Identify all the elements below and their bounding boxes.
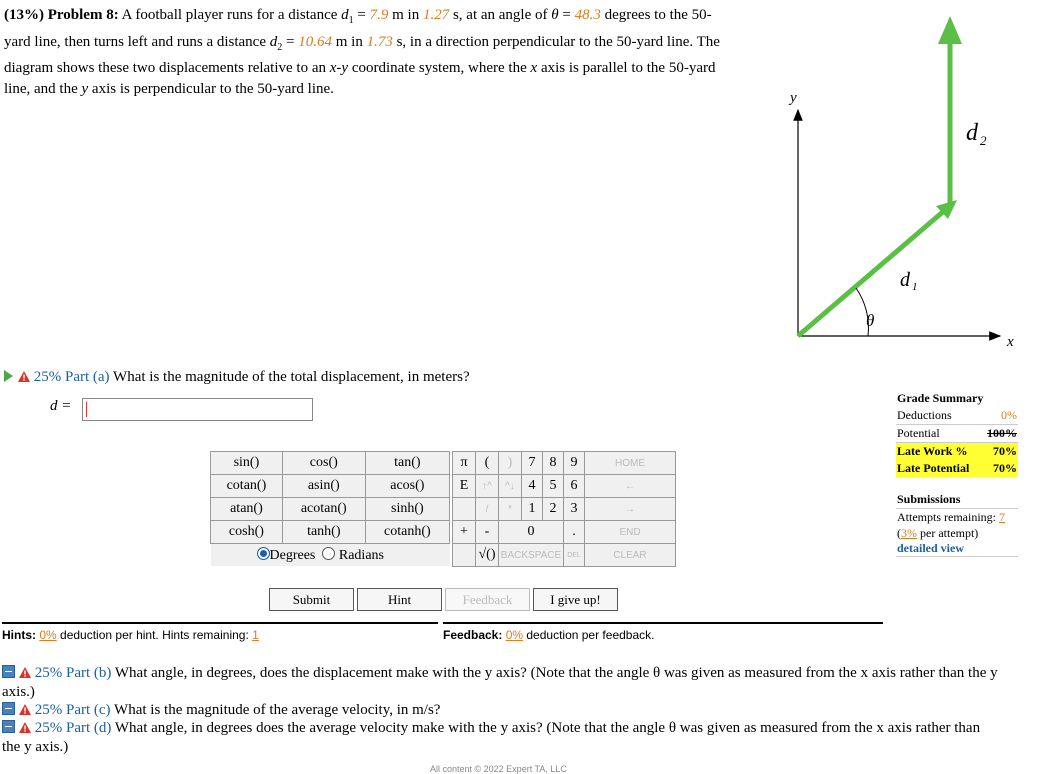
multiply-key[interactable]: * bbox=[499, 498, 522, 521]
sinh-key[interactable]: sinh() bbox=[365, 498, 449, 521]
collapse-icon[interactable] bbox=[2, 665, 15, 678]
grade-summary-title: Grade Summary bbox=[897, 391, 984, 405]
collapse-icon[interactable] bbox=[2, 702, 15, 715]
cosh-key[interactable]: cosh() bbox=[211, 521, 283, 544]
digit-7-key[interactable]: 7 bbox=[522, 452, 543, 475]
d2-arrowhead bbox=[938, 16, 962, 44]
problem-statement: (13%) Problem 8: A football player runs for a distance $d_1 = 7.9$ m in 1.27 s, at an angle of θ = 48.3 degrees to the 50-yard line, then turns left and runs a distance $d_2 = 10.64$ m in 1.73 s, in a direction perpendicular to the 50-yard line. The diagram shows these two displacements relative to an x-y coordinate system, where the x axis is parallel to the 50-yard line, and the y axis is perpendicular to the 50-yard line. bbox=[4, 7, 720, 97]
radians-radio[interactable] bbox=[322, 547, 335, 560]
digit-5-key[interactable]: 5 bbox=[543, 475, 564, 498]
digit-2-key[interactable]: 2 bbox=[543, 498, 564, 521]
home-key[interactable]: HOME bbox=[585, 452, 676, 475]
feedback-button[interactable]: Feedback bbox=[445, 588, 530, 611]
acotan-key[interactable]: acotan() bbox=[282, 498, 365, 521]
part-b[interactable]: 25% Part (b) What angle, in degrees, does the displacement make with the y axis? (Note that the angle θ was given as measured from the x axis rather than the y axis.) bbox=[2, 665, 998, 700]
feedback-pct: 0% bbox=[505, 628, 524, 642]
attempts-remaining: Attempts remaining: 7 bbox=[897, 510, 1005, 524]
plus-key[interactable]: + bbox=[453, 521, 476, 544]
give-up-button[interactable]: I give up! bbox=[533, 588, 618, 611]
open-paren-key[interactable]: ( bbox=[476, 452, 499, 475]
submissions-title: Submissions bbox=[896, 491, 1018, 509]
text-caret bbox=[86, 402, 87, 417]
problem-header: (13%) Problem 8: bbox=[4, 7, 119, 23]
part-a-question: What is the magnitude of the total displacement, in meters? bbox=[113, 369, 470, 385]
cotanh-key[interactable]: cotanh() bbox=[365, 521, 449, 544]
right-arrow-key[interactable]: → bbox=[585, 498, 676, 521]
left-arrow-key[interactable]: ← bbox=[585, 475, 676, 498]
subscript-key[interactable]: ^↓ bbox=[499, 475, 522, 498]
d1-subscript: 1 bbox=[912, 281, 918, 293]
detailed-view-link[interactable]: detailed view bbox=[897, 541, 964, 555]
warning-icon bbox=[18, 371, 30, 382]
sin-key[interactable]: sin() bbox=[211, 452, 283, 475]
numeric-keypad bbox=[452, 451, 676, 567]
cos-key[interactable]: cos() bbox=[282, 452, 365, 475]
y-axis-label: y bbox=[790, 90, 797, 106]
degrees-radio[interactable] bbox=[257, 547, 270, 560]
atan-key[interactable]: atan() bbox=[211, 498, 283, 521]
del-key[interactable]: DEL bbox=[564, 544, 585, 567]
expand-play-icon[interactable] bbox=[4, 370, 13, 382]
close-paren-key: ) bbox=[499, 452, 522, 475]
hints-bar: Hints: 0% deduction per hint. Hints remaining: 1 bbox=[2, 622, 438, 642]
answer-input[interactable] bbox=[82, 398, 313, 421]
hint-button[interactable]: Hint bbox=[357, 588, 442, 611]
end-key[interactable]: END bbox=[585, 521, 676, 544]
digit-0-key[interactable]: 0 bbox=[499, 521, 564, 544]
late-work-value: 70% bbox=[993, 444, 1017, 458]
d1-label: d bbox=[900, 269, 910, 291]
cotan-key[interactable]: cotan() bbox=[211, 475, 283, 498]
t2-value: 1.73 bbox=[366, 33, 393, 50]
deductions-value: 0% bbox=[1001, 408, 1017, 422]
d1-value: 7.9 bbox=[369, 7, 389, 23]
theta-label: θ bbox=[866, 311, 875, 330]
acos-key[interactable]: acos() bbox=[365, 475, 449, 498]
clear-key[interactable]: CLEAR bbox=[585, 544, 676, 567]
warning-icon bbox=[19, 667, 31, 678]
displacement-diagram bbox=[760, 10, 1030, 355]
copyright: All content © 2022 Expert TA, LLC bbox=[430, 764, 567, 774]
minus-key[interactable]: - bbox=[476, 521, 499, 544]
answer-row bbox=[50, 398, 71, 415]
sqrt-key[interactable]: √() bbox=[476, 544, 499, 567]
digit-9-key[interactable]: 9 bbox=[564, 452, 585, 475]
angle-value: 48.3 bbox=[574, 7, 601, 23]
digit-1-key[interactable]: 1 bbox=[522, 498, 543, 521]
potential-value: 100% bbox=[987, 426, 1017, 440]
blank-key-2 bbox=[453, 544, 476, 567]
asin-key[interactable]: asin() bbox=[282, 475, 365, 498]
warning-icon bbox=[19, 704, 31, 715]
angle-mode: Degrees Radians bbox=[211, 544, 450, 567]
per-attempt: (3% per attempt) bbox=[897, 526, 979, 540]
e-key[interactable]: E bbox=[453, 475, 476, 498]
part-a-pct: 25% Part (a) bbox=[33, 369, 110, 385]
warning-icon bbox=[19, 722, 31, 733]
digit-3-key[interactable]: 3 bbox=[564, 498, 585, 521]
d2-subscript: 2 bbox=[980, 133, 987, 148]
decimal-key[interactable]: . bbox=[564, 521, 585, 544]
pi-key[interactable]: π bbox=[453, 452, 476, 475]
backspace-key[interactable]: BACKSPACE bbox=[499, 544, 564, 567]
grade-summary: Grade Summary Deductions 0% Potential 100% Late Work % 70% Late Potential 70% Submissions Attempts remaining: 7 (3% per attempt) detailed view bbox=[897, 391, 1017, 555]
answer-label: d = bbox=[50, 398, 72, 414]
digit-4-key[interactable]: 4 bbox=[522, 475, 543, 498]
late-potential-value: 70% bbox=[993, 461, 1017, 475]
d2-value: 10.64 bbox=[298, 33, 332, 50]
power-key[interactable]: ↑^ bbox=[476, 475, 499, 498]
digit-8-key[interactable]: 8 bbox=[543, 452, 564, 475]
part-a-header[interactable] bbox=[4, 368, 470, 387]
submit-button[interactable]: Submit bbox=[269, 588, 354, 611]
x-axis-label: x bbox=[1007, 334, 1014, 350]
blank-key bbox=[453, 498, 476, 521]
function-keypad bbox=[210, 451, 450, 566]
divide-key[interactable]: / bbox=[476, 498, 499, 521]
feedback-bar: Feedback: 0% deduction per feedback. bbox=[443, 622, 883, 642]
part-d[interactable]: 25% Part (d) What angle, in degrees does the average velocity make with the y axis? (Note that the angle θ was given as measured from the x axis rather than the y axis.) bbox=[2, 720, 981, 755]
digit-6-key[interactable]: 6 bbox=[564, 475, 585, 498]
hints-remaining: 1 bbox=[252, 628, 259, 642]
hints-pct: 0% bbox=[39, 628, 57, 642]
tanh-key[interactable]: tanh() bbox=[282, 521, 365, 544]
d2-label: d bbox=[966, 120, 978, 146]
tan-key[interactable]: tan() bbox=[365, 452, 449, 475]
collapse-icon[interactable] bbox=[2, 720, 15, 733]
part-c[interactable]: 25% Part (c) What is the magnitude of the average velocity, in m/s? bbox=[2, 701, 1032, 720]
t1-value: 1.27 bbox=[422, 7, 450, 23]
